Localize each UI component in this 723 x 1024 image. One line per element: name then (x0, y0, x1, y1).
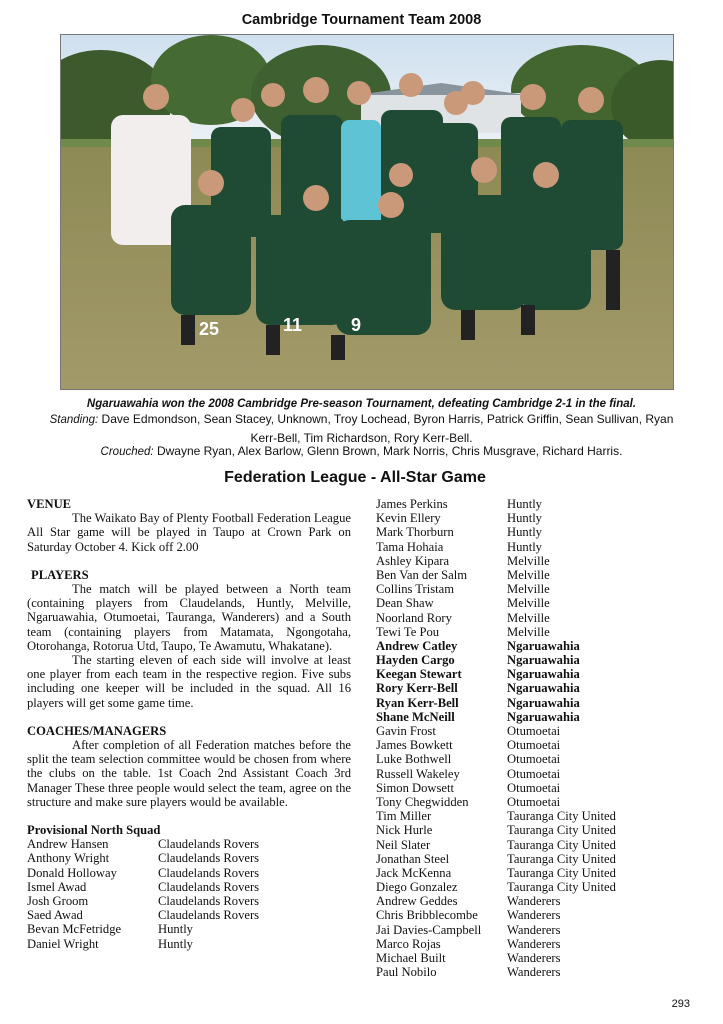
squad-row (376, 795, 676, 809)
squad-row (376, 908, 676, 922)
squad-row (376, 696, 676, 710)
squad-list-left (27, 837, 351, 951)
photo-caption: Ngaruawahia won the 2008 Cambridge Pre-season Tournament, defeating Cambridge 2-1 in the final. (86, 398, 637, 410)
player-name: Ryan Kerr-Bell (376, 695, 459, 710)
player-club: Huntly (507, 497, 542, 511)
player-club: Otumoetai (507, 780, 561, 795)
player-club: Huntly (507, 539, 542, 554)
players-text-1: The match will be played between a North team (containing players from Claudelands, Huntly, Melville, Ngaruawahia, Otumoetai, Tauranga, Wanderers) and a South team (containing players from Matamata, Ngongotaha, Otorohanga, Rotorua Utd, Taupo, Te Awamutu, Whakatane). (27, 582, 351, 653)
squad-row (27, 908, 351, 922)
player-club: Tauranga City United (507, 837, 616, 852)
player-club: Melville (507, 582, 550, 597)
player-name: Mark Thorburn (376, 525, 454, 540)
player-name: Tony Chegwidden (376, 794, 469, 809)
player-name: Rory Kerr-Bell (376, 681, 458, 696)
crouched-line (40, 442, 683, 461)
player-name: James Bowkett (376, 738, 453, 753)
player-name: Paul Nobilo (376, 965, 437, 980)
player-name: Shane McNeill (376, 709, 455, 724)
player-name: Josh Groom (27, 894, 89, 909)
squad-row (376, 653, 676, 667)
crouched-names: Dwayne Ryan, Alex Barlow, Glenn Brown, Mark Norris, Chris Musgrave, Richard Harris. (156, 444, 623, 458)
player-club: Huntly (158, 922, 193, 937)
squad-row (376, 611, 676, 625)
squad-row (376, 497, 676, 511)
player-club: Claudelands Rovers (158, 908, 260, 923)
squad-row (376, 596, 676, 610)
squad-row (27, 880, 351, 894)
player-name: Gavin Frost (376, 724, 436, 738)
player-club: Tauranga City United (507, 865, 616, 880)
squad-row (376, 752, 676, 766)
squad-row (376, 880, 676, 894)
squad-row (27, 851, 351, 865)
jersey-number: 11 (283, 315, 303, 335)
player-name: Chris Bribblecombe (376, 908, 478, 923)
squad-row (27, 837, 351, 851)
player-name: Dean Shaw (376, 596, 434, 611)
player-club: Melville (507, 624, 550, 639)
player-club: Otumoetai (507, 794, 561, 809)
squad-row (376, 540, 676, 554)
player-club: Wanderers (507, 894, 561, 909)
squad-row (376, 894, 676, 908)
player-name: Ashley Kipara (376, 553, 450, 568)
player-club: Otumoetai (507, 752, 561, 767)
venue-text: The Waikato Bay of Plenty Football Federation League All Star game will be played in Taupo at Crown Park on Saturday October 4. Kick off 2.00 (27, 511, 351, 554)
squad-row (376, 625, 676, 639)
squad-row (376, 866, 676, 880)
squad-row (376, 823, 676, 837)
squad-row (376, 965, 676, 979)
squad-row (376, 767, 676, 781)
squad-row (376, 525, 676, 539)
jersey-number: 9 (351, 315, 362, 335)
squad-row (376, 951, 676, 965)
squad-row (27, 922, 351, 936)
article-left-column (27, 497, 351, 951)
player-name: Jack McKenna (376, 865, 452, 880)
player-name: Daniel Wright (27, 936, 99, 951)
player-name: Jonathan Steel (376, 851, 450, 866)
squad-row (376, 838, 676, 852)
player-name: Andrew Hansen (27, 837, 109, 852)
standing-names: Dave Edmondson, Sean Stacey, Unknown, Troy Lochead, Byron Harris, Patrick Griffin, Sean Sullivan, Ryan Kerr-Bell, Tim Richardson, Rory Kerr-Bell. (101, 412, 674, 445)
player-name: Luke Bothwell (376, 752, 452, 767)
player-name: Tim Miller (376, 809, 432, 824)
player-club: Otumoetai (507, 738, 561, 753)
squad-row (376, 667, 676, 681)
player-club: Melville (507, 596, 550, 611)
page-number: 293 (671, 998, 690, 1010)
player-club: Ngaruawahia (507, 638, 580, 653)
player-name: Noorland Rory (376, 610, 452, 625)
coaches-text: After completion of all Federation matches before the split the team selection committee would be chosen from where the clubs on the table. 1st Coach 2nd Assistant Coach 3rd Manager These three people would select the team, agree on the structure and make sure players would be available. (27, 738, 351, 809)
standing-label: Standing: (49, 414, 99, 426)
players-text-2: The starting eleven of each side will involve at least one player from each team in the respective region. Five subs including one keeper will be included in the squad. All 16 players will get some game time. (27, 653, 351, 710)
squad-row (376, 724, 676, 738)
player-club: Tauranga City United (507, 823, 616, 838)
squad-row (376, 852, 676, 866)
player-name: Collins Tristam (376, 582, 455, 597)
player-name: Ben Van der Salm (376, 567, 468, 582)
player-club: Claudelands Rovers (158, 894, 260, 909)
squad-row (376, 554, 676, 568)
player-name: Michael Built (376, 951, 446, 965)
page-title: Cambridge Tournament Team 2008 (241, 12, 482, 28)
player-club: Ngaruawahia (507, 695, 580, 710)
squad-row (376, 937, 676, 951)
squad-row (27, 894, 351, 908)
player-name: Saed Awad (27, 908, 83, 923)
section-title: Federation League - All-Star Game (224, 469, 486, 486)
player-club: Claudelands Rovers (158, 837, 260, 852)
player-club: Wanderers (507, 908, 561, 923)
player-club: Wanderers (507, 965, 561, 980)
player-club: Claudelands Rovers (158, 879, 260, 894)
player-club: Otumoetai (507, 724, 561, 738)
players-heading: PLAYERS (31, 567, 89, 582)
player-name: Hayden Cargo (376, 653, 455, 668)
player-name: Russell Wakeley (376, 766, 460, 781)
player-name: Donald Holloway (27, 865, 117, 880)
coaches-heading: COACHES/MANAGERS (27, 723, 167, 738)
player-club: Wanderers (507, 922, 561, 937)
player-name: Andrew Catley (376, 638, 458, 653)
player-name: Bevan McFetridge (27, 922, 122, 937)
jersey-number: 25 (199, 319, 220, 339)
player-name: Nick Hurle (376, 823, 433, 838)
player-club: Melville (507, 567, 550, 582)
player-club: Huntly (507, 511, 542, 526)
player-club: Melville (507, 610, 550, 625)
player-club: Huntly (507, 525, 542, 540)
player-club: Ngaruawahia (507, 653, 580, 668)
player-name: Tama Hohaia (376, 539, 444, 554)
squad-row (376, 681, 676, 695)
player-club: Tauranga City United (507, 851, 616, 866)
squad-row (27, 866, 351, 880)
squad-row (376, 511, 676, 525)
squad-row (376, 923, 676, 937)
player-name: Diego Gonzalez (376, 880, 458, 895)
squad-row (376, 710, 676, 724)
player-club: Ngaruawahia (507, 667, 580, 682)
player-name: Simon Dowsett (376, 780, 455, 795)
player-name: Neil Slater (376, 837, 431, 852)
squad-row (376, 781, 676, 795)
player-club: Tauranga City United (507, 809, 616, 824)
player-name: Marco Rojas (376, 936, 441, 951)
crouched-label: Crouched: (100, 446, 154, 458)
player-name: Keegan Stewart (376, 667, 462, 682)
player-club: Melville (507, 553, 550, 568)
squad-heading: Provisional North Squad (27, 823, 161, 838)
player-name: Tewi Te Pou (376, 624, 440, 639)
player-club: Huntly (158, 936, 193, 951)
player-name: Kevin Ellery (376, 511, 441, 526)
squad-row (376, 568, 676, 582)
squad-row (27, 937, 351, 951)
player-club: Wanderers (507, 936, 561, 951)
squad-row (376, 639, 676, 653)
player-club: Ngaruawahia (507, 681, 580, 696)
player-name: Ismel Awad (27, 879, 87, 894)
player-name: James Perkins (376, 497, 448, 511)
player-club: Wanderers (507, 951, 561, 965)
team-photo (60, 34, 674, 390)
squad-row (376, 809, 676, 823)
squad-list-right (376, 497, 676, 979)
venue-heading: VENUE (27, 497, 72, 511)
player-club: Otumoetai (507, 766, 561, 781)
player-club: Claudelands Rovers (158, 851, 260, 866)
player-name: Anthony Wright (27, 851, 110, 866)
player-club: Claudelands Rovers (158, 865, 260, 880)
squad-row (376, 738, 676, 752)
squad-row (376, 582, 676, 596)
player-name: Jai Davies-Campbell (376, 922, 482, 937)
player-club: Tauranga City United (507, 880, 616, 895)
player-name: Andrew Geddes (376, 894, 458, 909)
player-club: Ngaruawahia (507, 709, 580, 724)
